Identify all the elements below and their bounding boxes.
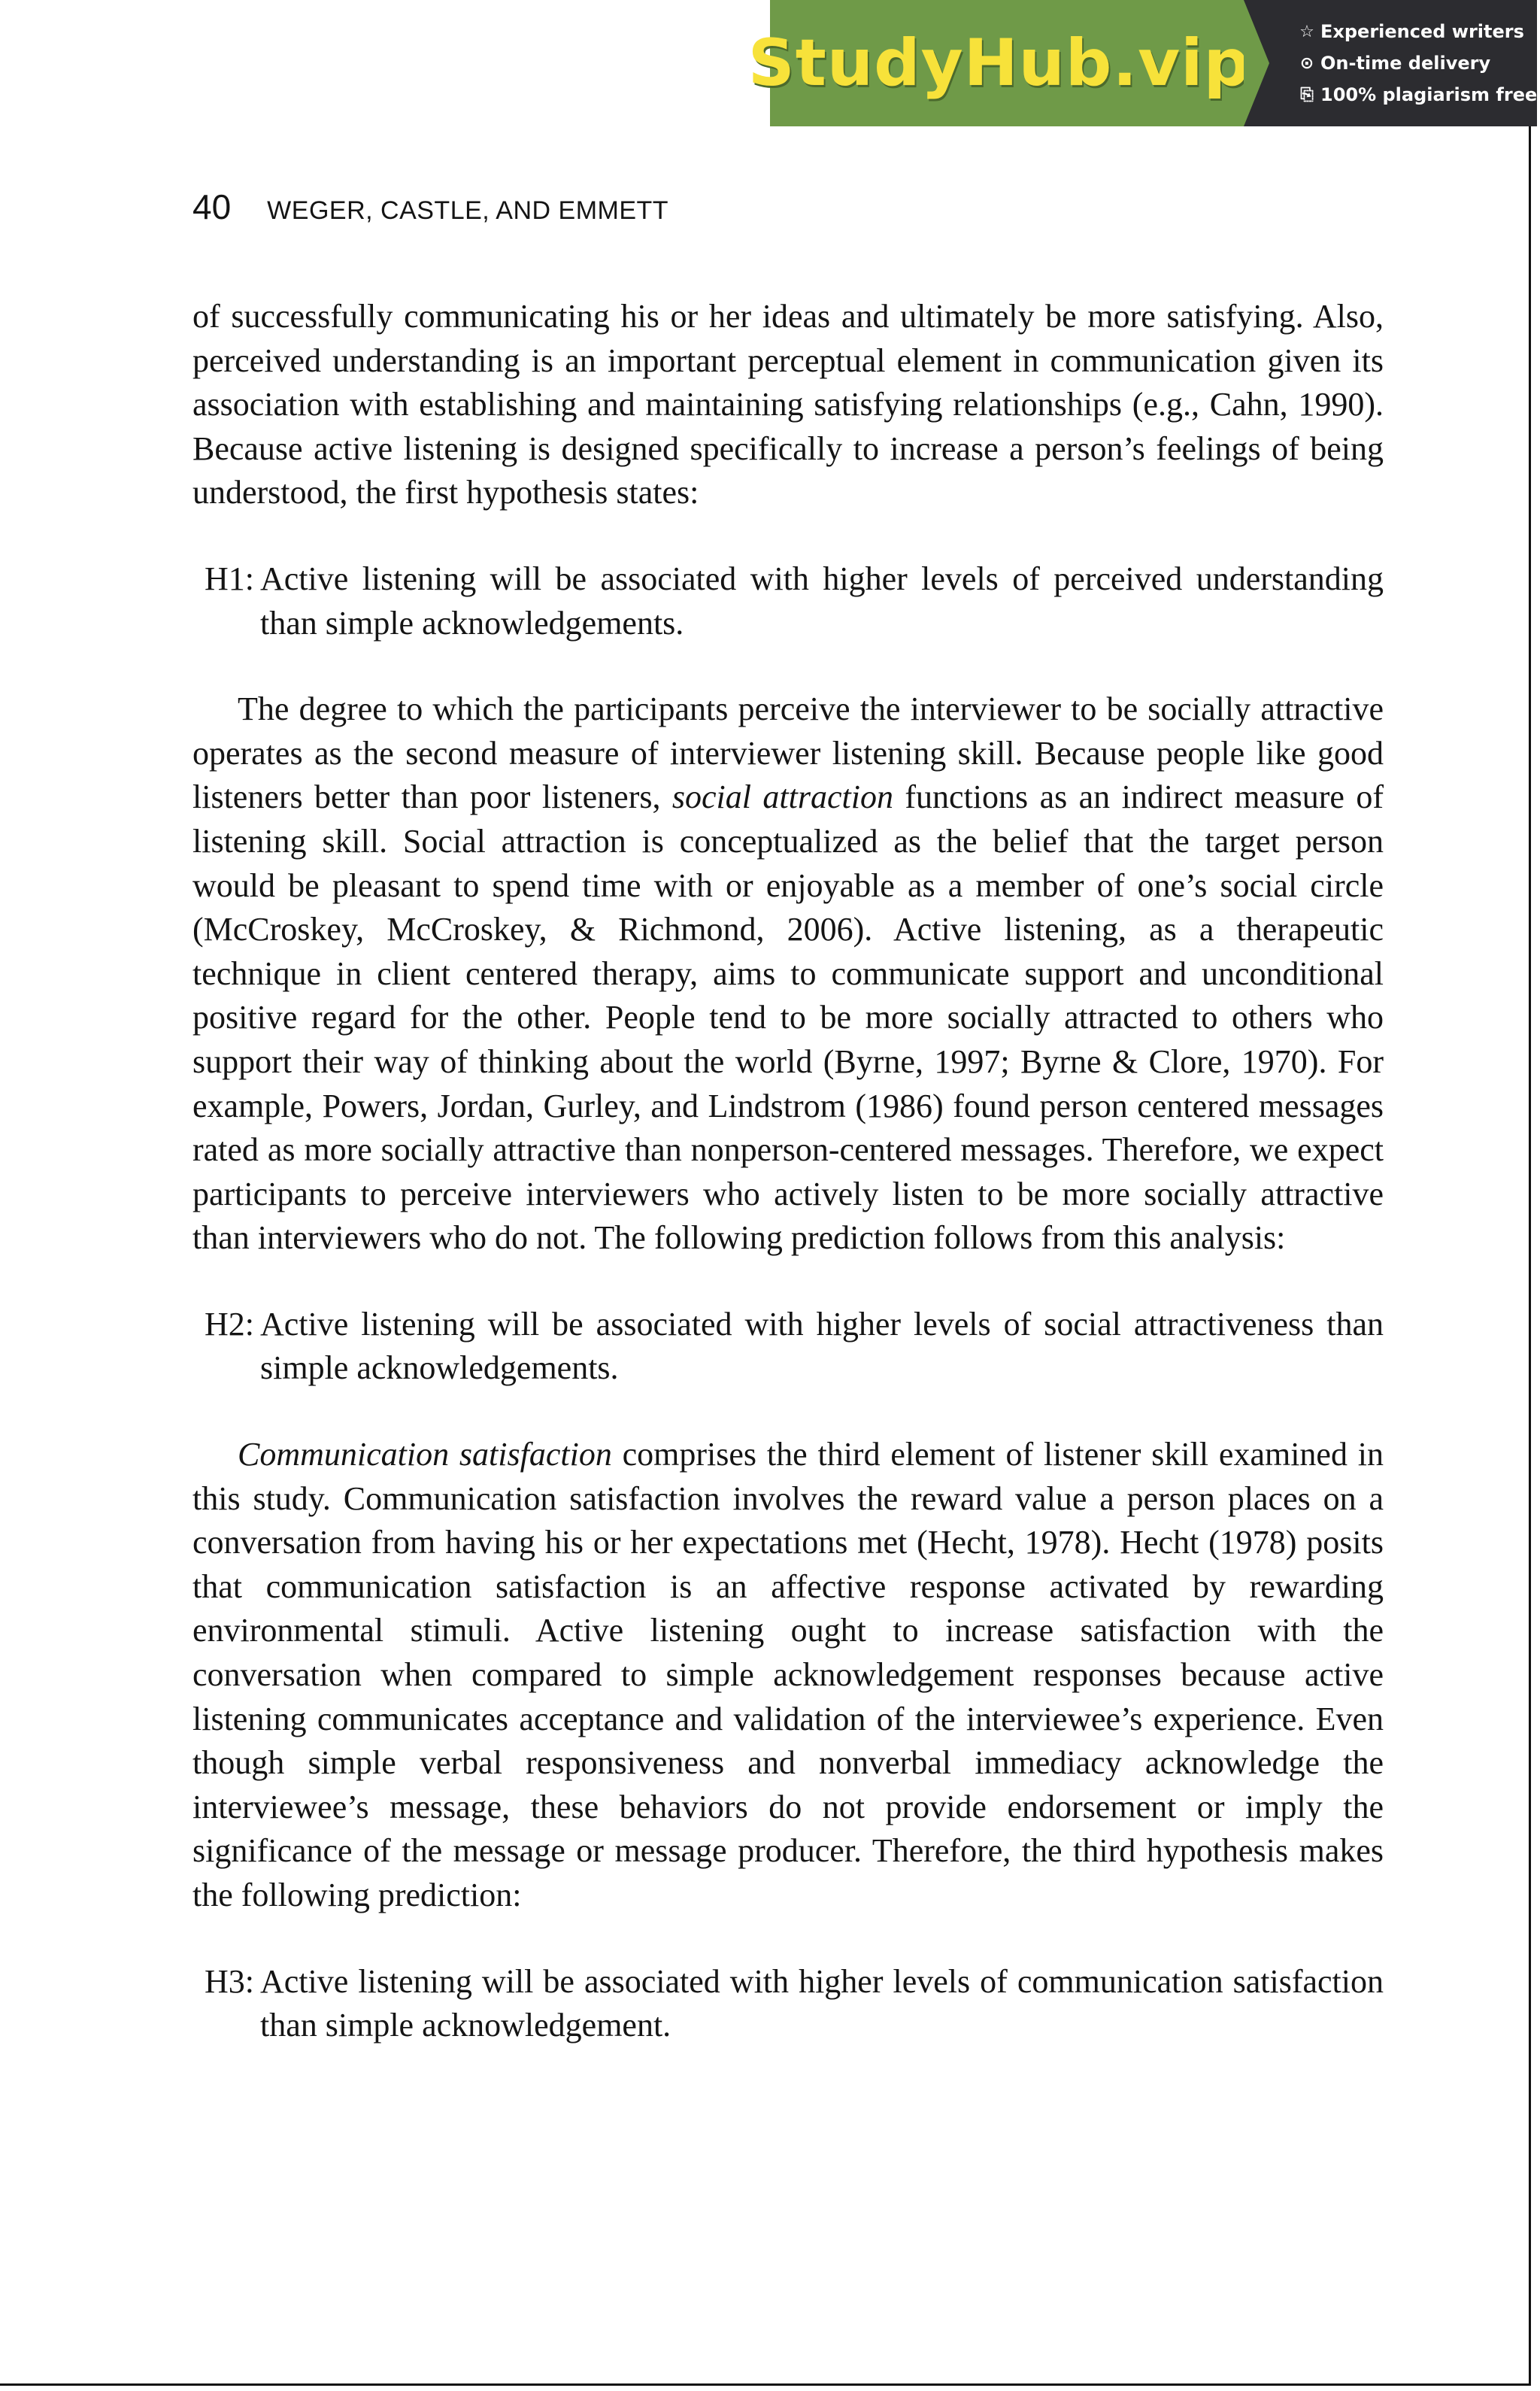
star-icon: ☆ xyxy=(1299,22,1314,41)
hypothesis-3 xyxy=(192,1960,1384,2048)
studyhub-logo[interactable]: StudyHub.vip xyxy=(747,26,1251,101)
hypothesis-2 xyxy=(192,1303,1384,1391)
clock-icon: ⊙ xyxy=(1299,53,1314,73)
spacer xyxy=(192,645,1384,687)
feature-label: 100% plagiarism free xyxy=(1320,84,1538,105)
banner-features xyxy=(1244,0,1537,126)
running-head xyxy=(192,187,668,227)
paragraph-1: of successfully communicating his or her ideas and ultimately be more satisfying. Also, perceived understanding is an important perceptual element in communication given its association with establishing and maintaining satisfying relationships (e.g., Cahn, 1990). Because active listening is designed specifically to increase a person’s feelings of being understood, the first hypothesis states: xyxy=(192,298,1384,511)
feature-plagiarism-free xyxy=(1296,84,1537,105)
feature-label: On-time delivery xyxy=(1320,53,1491,74)
term-social-attraction: social attraction xyxy=(671,778,893,816)
promo-banner[interactable] xyxy=(747,0,1538,126)
paragraph-3 xyxy=(192,1433,1384,1918)
running-title: WEGER, CASTLE, AND EMMETT xyxy=(267,196,669,225)
term-communication-satisfaction: Communication satisfaction xyxy=(238,1436,612,1473)
paragraph-2-part-1: The degree to which the participants perceive the interviewer to be socially attractive operates as the second measure of interviewer listening skill. Because people like good listeners better than poor listeners, xyxy=(192,690,1384,816)
hypothesis-text: Active listening will be associated with higher levels of social attractiveness than simple acknowledgements. xyxy=(260,1305,1384,1387)
feature-on-time-delivery xyxy=(1296,53,1537,74)
feature-experienced-writers xyxy=(1296,21,1537,42)
paragraph-2 xyxy=(192,687,1384,1261)
paragraph-3-rest: comprises the third element of listener skill examined in this study. Communication satisfaction involves the reward value a person places on a conversation from having his or her expectations met (Hecht, 1978). Hecht (1978) posits that communication satisfaction is an affective response activated by rewarding environmental stimuli. Active listening ought to increase satisfaction with the conversation when compared to simple acknowledgement responses because active listening communicates acceptance and validation of the interviewee’s experience. Even though simple verbal responsiveness and nonverbal immediacy acknowledge the interviewee’s message, these behaviors do not provide endorsement or imply the significance of the message or message producer. Therefore, the third hypothesis makes the following prediction: xyxy=(192,1436,1384,1913)
feature-label: Experienced writers xyxy=(1320,21,1524,42)
spacer xyxy=(192,1261,1384,1303)
hypothesis-label: H2: xyxy=(205,1305,254,1343)
spacer xyxy=(192,1391,1384,1433)
hypothesis-text: Active listening will be associated with higher levels of perceived understanding than simple acknowledgements. xyxy=(260,560,1384,642)
spacer xyxy=(192,1918,1384,1960)
spacer xyxy=(192,515,1384,557)
hypothesis-label: H1: xyxy=(205,560,254,597)
hypothesis-1 xyxy=(192,557,1384,645)
body-text xyxy=(192,295,1384,2048)
paragraph-2-part-2: functions as an indirect measure of listening skill. Social attraction is conceptualized as the belief that the target person would be pleasant to spend time with or enjoyable as a member of one’s social circle (McCroskey, McCroskey, & Richmond, 2006). Active listening, as a therapeutic technique in client centered therapy, aims to communicate support and unconditional positive regard for the other. People tend to be more socially attracted to others who support their way of thinking about the world (Byrne, 1997; Byrne & Clore, 1970). For example, Powers, Jordan, Gurley, and Lindstrom (1986) found person centered messages rated as more socially attractive than nonperson-centered messages. Therefore, we expect participants to perceive interviewers who actively listen to be more socially attractive than interviewers who do not. The following prediction follows from this analysis: xyxy=(192,778,1384,1257)
banner-logo-area[interactable] xyxy=(747,0,1251,126)
hypothesis-text: Active listening will be associated with higher levels of communication satisfaction than simple acknowledgement. xyxy=(260,1962,1384,2044)
page-number: 40 xyxy=(192,187,232,226)
hypothesis-label: H3: xyxy=(205,1962,254,2000)
document-icon: ⎘ xyxy=(1300,85,1314,105)
